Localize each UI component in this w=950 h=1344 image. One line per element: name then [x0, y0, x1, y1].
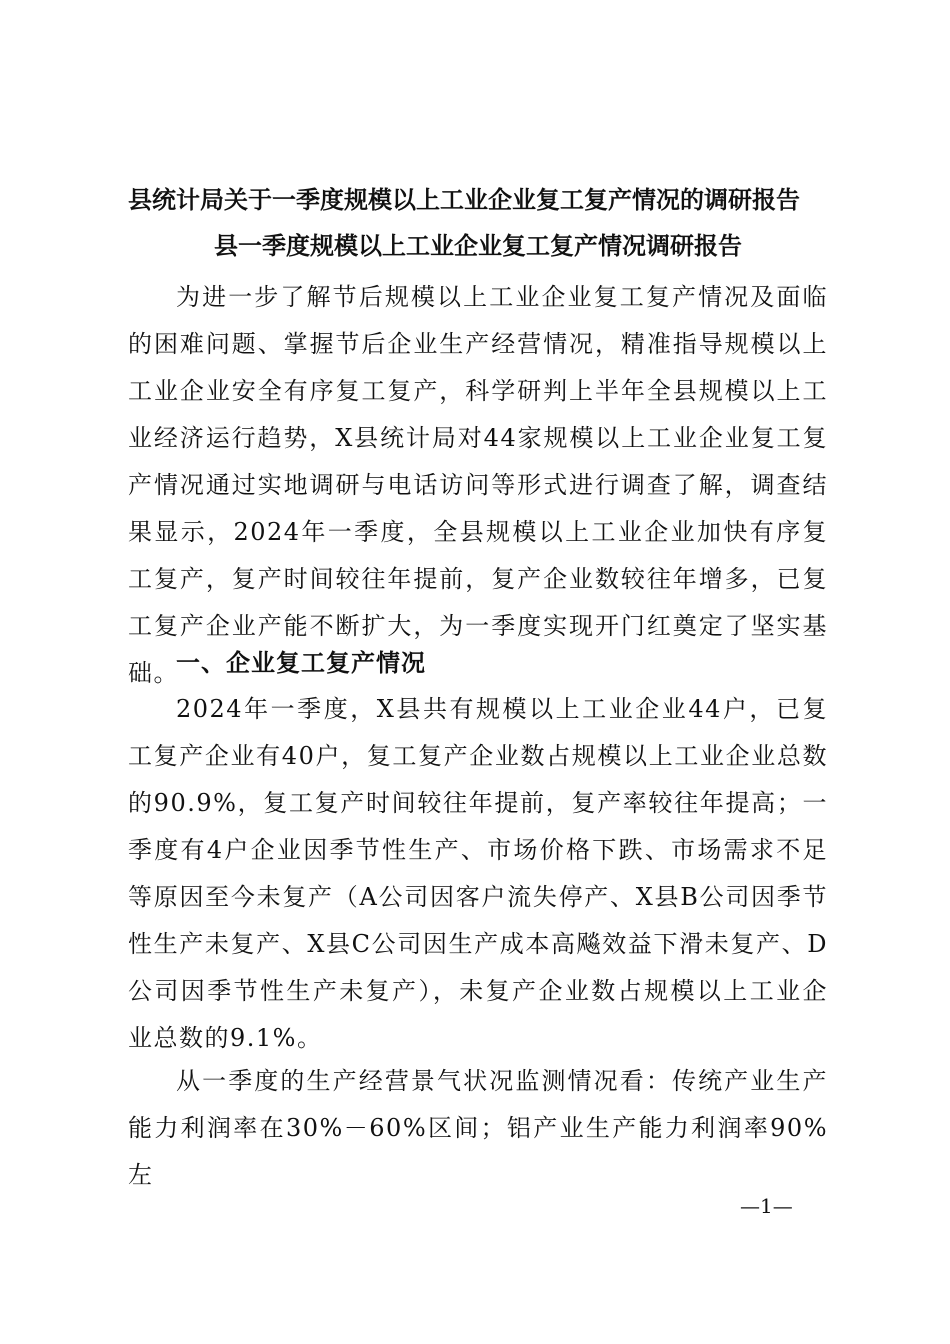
- document-title: 县统计局关于一季度规模以上工业企业复工复产情况的调研报告: [128, 185, 800, 214]
- intro-paragraph: 为进一步了解节后规模以上工业企业复工复产情况及面临的困难问题、掌握节后企业生产经营情况，精准指导规模以上工业企业安全有序复工复产，科学研判上半年全县规模以上工业经济运行趋势，X县统计局对44家规模以上工业企业复工复产情况通过实地调研与电话访问等形式进行调查了解，调查结果显示，2024年一季度，全县规模以上工业企业加快有序复工复产，复产时间较往年提前，复产企业数较往年增多，已复工复产企业产能不断扩大，为一季度实现开门红奠定了坚实基础。: [128, 283, 828, 687]
- document-subtitle: 县一季度规模以上工业企业复工复产情况调研报告: [214, 231, 742, 260]
- body-paragraph-monitoring: 从一季度的生产经营景气状况监测情况看：传统产业生产能力利润率在30%－60%区间；铝产业生产能力利润率90%左: [128, 1067, 828, 1189]
- section-heading: 一、企业复工复产情况: [176, 648, 426, 677]
- body-paragraph-situation: 2024年一季度，X县共有规模以上工业企业44户，已复工复产企业有40户，复工复产企业数占规模以上工业企业总数的90.9%，复工复产时间较往年提前，复产率较往年提高；一季度有4户企业因季节性生产、市场价格下跌、市场需求不足等原因至今未复产（A公司因客户流失停产、X县B公司因季节性生产未复产、X县C公司因生产成本高飚效益下滑未复产、D公司因季节性生产未复产），未复产企业数占规模以上工业企业总数的9.1%。: [128, 695, 828, 1052]
- page-number: —1—: [740, 1194, 793, 1218]
